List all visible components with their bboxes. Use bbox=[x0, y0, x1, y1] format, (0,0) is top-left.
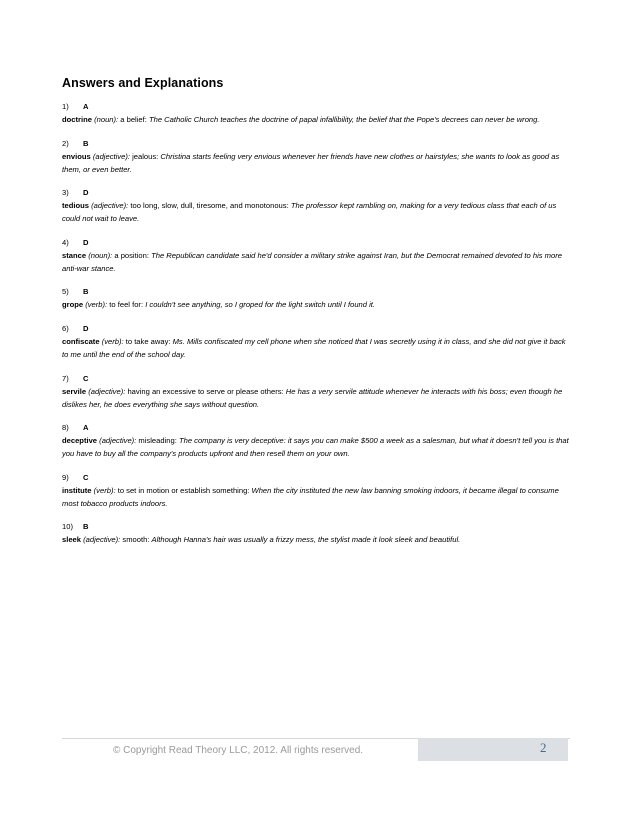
vocab-word: envious bbox=[62, 151, 91, 161]
answer-letter: B bbox=[83, 522, 89, 532]
answer-item bbox=[62, 236, 572, 275]
part-of-speech: (noun): bbox=[88, 250, 113, 260]
vocab-word: institute bbox=[62, 485, 92, 495]
part-of-speech: (adjective): bbox=[91, 201, 129, 211]
example-sentence: The professor kept rambling on, making for a very tedious class that each of us could not wait to leave. bbox=[62, 201, 557, 224]
part-of-speech: (adjective): bbox=[99, 436, 137, 446]
vocab-word: sleek bbox=[62, 535, 82, 545]
definition: to take away: bbox=[123, 336, 173, 346]
part-of-speech: (adjective): bbox=[92, 151, 130, 161]
part-of-speech: (verb): bbox=[93, 485, 116, 495]
copyright-notice: © Copyright Read Theory LLC, 2012. All rights reserved. bbox=[113, 745, 364, 756]
question-number: 10) bbox=[62, 522, 73, 532]
answer-item bbox=[62, 322, 572, 361]
part-of-speech: (verb): bbox=[101, 336, 124, 346]
page-number: 2 bbox=[540, 740, 547, 755]
answer-item bbox=[62, 471, 572, 510]
example-sentence: Ms. Mills confiscated my cell phone when she noticed that I was secretly using it in class, and she did not give it back to me until the end of the school day. bbox=[62, 336, 566, 359]
question-number: 5) bbox=[62, 287, 69, 297]
vocab-word: stance bbox=[62, 250, 87, 260]
answer-item bbox=[62, 285, 572, 311]
definition: a position: bbox=[112, 250, 152, 260]
question-number: 7) bbox=[62, 373, 69, 383]
definition: misleading: bbox=[136, 436, 179, 446]
answer-item bbox=[62, 520, 572, 546]
vocab-word: grope bbox=[62, 300, 84, 310]
answer-list bbox=[62, 100, 572, 557]
part-of-speech: (adjective): bbox=[88, 386, 126, 396]
answer-letter: C bbox=[83, 472, 89, 482]
answer-letter: D bbox=[83, 323, 89, 333]
answer-letter: D bbox=[83, 237, 89, 247]
example-sentence: Although Hanna's hair was usually a frizzy mess, the stylist made it look sleek and beautiful. bbox=[151, 535, 461, 545]
vocab-word: confiscate bbox=[62, 336, 100, 346]
definition: jealous: bbox=[129, 151, 161, 161]
example-sentence: When the city instituted the new law banning smoking indoors, it became illegal to consume most tobacco products indoors. bbox=[62, 485, 559, 508]
definition: a belief: bbox=[118, 115, 149, 124]
definition: too long, slow, dull, tiresome, and monotonous: bbox=[128, 201, 291, 211]
answer-letter: C bbox=[83, 373, 89, 383]
question-number: 6) bbox=[62, 323, 69, 333]
definition: to feel for: bbox=[107, 300, 146, 310]
vocab-word: tedious bbox=[62, 201, 90, 211]
question-number: 9) bbox=[62, 472, 69, 482]
vocab-word: servile bbox=[62, 386, 87, 396]
vocab-word: doctrine bbox=[62, 115, 92, 124]
answer-letter: A bbox=[83, 102, 89, 111]
page-title: Answers and Explanations bbox=[62, 76, 224, 90]
example-sentence: Christina starts feeling very envious whenever her friends have new clothes or hairstyles; she wants to look as good as them, or even better. bbox=[62, 151, 560, 174]
answer-item bbox=[62, 421, 572, 460]
example-sentence: The Republican candidate said he'd consider a military strike against Iran, but the Democrat remained devoted to his more anti-war stance. bbox=[62, 250, 562, 273]
definition: to set in motion or establish something: bbox=[115, 485, 252, 495]
answer-item bbox=[62, 100, 572, 126]
example-sentence: He has a very servile attitude whenever he interacts with his boss; even though he dislikes her, he does everything she says without question. bbox=[62, 386, 563, 409]
example-sentence: The Catholic Church teaches the doctrine of papal infallibility, the belief that the Pope's decrees can never be wrong. bbox=[148, 115, 540, 124]
part-of-speech: (noun): bbox=[94, 115, 119, 124]
answer-letter: A bbox=[83, 423, 89, 433]
answer-item bbox=[62, 186, 572, 225]
definition: smooth: bbox=[120, 535, 152, 545]
part-of-speech: (verb): bbox=[85, 300, 108, 310]
question-number: 1) bbox=[62, 102, 69, 111]
answer-item bbox=[62, 137, 572, 176]
question-number: 8) bbox=[62, 423, 69, 433]
question-number: 3) bbox=[62, 188, 69, 198]
question-number: 2) bbox=[62, 138, 69, 148]
example-sentence: I couldn't see anything, so I groped for the light switch until I found it. bbox=[145, 300, 376, 310]
question-number: 4) bbox=[62, 237, 69, 247]
definition: having an excessive to serve or please others: bbox=[125, 386, 286, 396]
answer-letter: D bbox=[83, 188, 89, 198]
answer-item bbox=[62, 372, 572, 411]
example-sentence: The company is very deceptive: it says you can make $500 a week as a salesman, but what it doesn't tell you is that you have to buy all the company's products upfront and then resell them on your own. bbox=[62, 436, 569, 459]
part-of-speech: (adjective): bbox=[83, 535, 121, 545]
vocab-word: deceptive bbox=[62, 436, 98, 446]
answer-letter: B bbox=[83, 138, 89, 148]
answer-letter: B bbox=[83, 287, 89, 297]
